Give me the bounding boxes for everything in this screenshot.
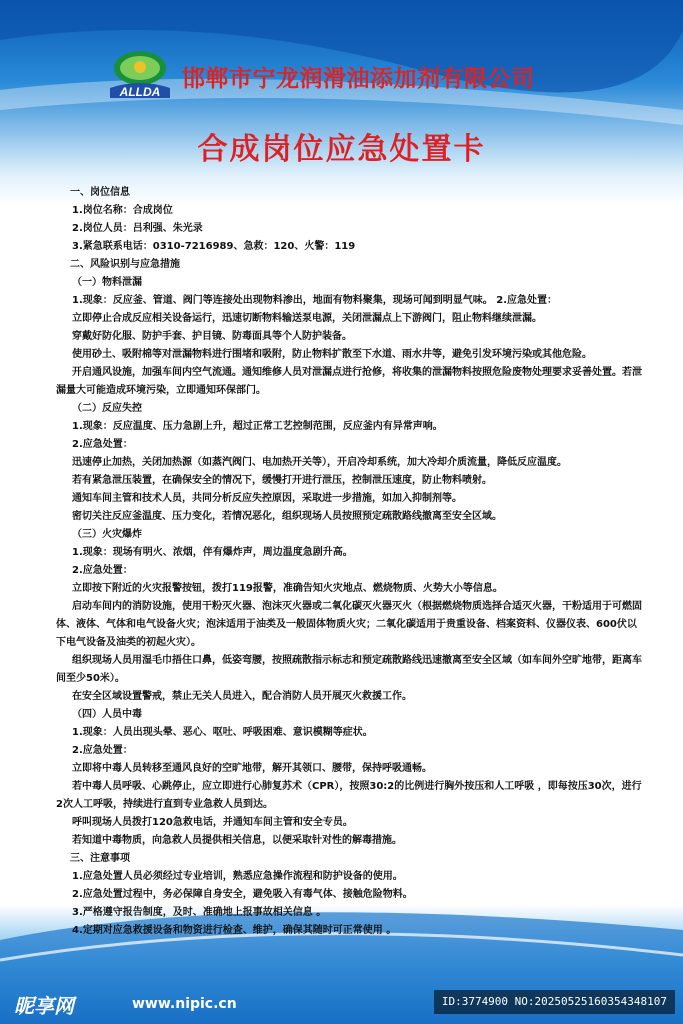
body-line: 4.定期对应急救援设备和物资进行检查、维护，确保其随时可正常使用 。 xyxy=(72,925,397,936)
body-line: 2.应急处置： xyxy=(72,565,133,576)
body-line: （三）火灾爆炸 xyxy=(72,529,142,540)
body-line: 呼叫现场人员拨打120急救电话，并通知车间主管和安全专员。 xyxy=(72,817,353,828)
body-line: （一）物料泄漏 xyxy=(72,277,142,288)
body-line: 2.岗位人员：吕利强、朱光录 xyxy=(72,223,203,234)
logo-text: ALLDA xyxy=(119,85,161,99)
watermark-logo: 昵享网 xyxy=(14,994,74,1018)
body-line: 若有紧急泄压装置，在确保安全的情况下，缓慢打开进行泄压，控制泄压速度，防止物料喷射。 xyxy=(72,475,492,486)
body-line: 3.严格遵守报告制度，及时、准确地上报事故相关信息 。 xyxy=(72,907,327,918)
body-line: 启动车间内的消防设施，使用干粉灭火器、泡沫灭火器或二氧化碳灭火器灭火（根据燃烧物质选择合适灭火器，干粉适用于可燃固体、液体、气体和电气设备火灾；泡沫适用于油类及一般固体物质火灾；二氧化碳适用于贵重设备、档案资料、仪器仪表、600伏以下电气设备及油类的初起火灾）。 xyxy=(56,601,642,648)
body-line: 立即停止合成反应相关设备运行，迅速切断物料输送泵电源，关闭泄漏点上下游阀门，阻止物料继续泄漏。 xyxy=(72,313,542,324)
body-line: 三、注意事项 xyxy=(70,853,130,864)
watermark-url: www.nipic.cn xyxy=(132,996,237,1012)
body-line: 2.应急处置： xyxy=(72,745,133,756)
body-line: 1.现象：人员出现头晕、恶心、呕吐、呼吸困难、意识模糊等症状。 xyxy=(72,727,373,738)
watermark-id: ID:3774900 NO:20250525160354348107 xyxy=(434,990,675,1014)
company-name: 邯郸市宁龙润滑油添加剂有限公司 xyxy=(182,66,535,92)
body-line: 若知道中毒物质，向急救人员提供相关信息，以便采取针对性的解毒措施。 xyxy=(72,835,402,846)
body-line: 立即将中毒人员转移至通风良好的空旷地带，解开其领口、腰带，保持呼吸通畅。 xyxy=(72,763,432,774)
document-body xyxy=(56,184,646,940)
body-line: 若中毒人员呼吸、心跳停止，应立即进行心肺复苏术（CPR），按照30:2的比例进行胸外按压和人工呼吸 ，即每按压30次，进行2次人工呼吸，持续进行直到专业急救人员到达。 xyxy=(56,781,642,810)
body-line: 1.现象：反应釜、管道、阀门等连接处出现物料渗出，地面有物料聚集，现场可闻到明显气味。 2.应急处置： xyxy=(72,295,557,306)
body-line: 3.紧急联系电话：0310-7216989、急救：120、火警：119 xyxy=(72,241,356,252)
body-line: 一、岗位信息 xyxy=(70,187,130,198)
body-line: 在安全区域设置警戒，禁止无关人员进入，配合消防人员开展灭火救援工作。 xyxy=(72,691,412,702)
body-line: 1.现象：反应温度、压力急剧上升，超过正常工艺控制范围，反应釜内有异常声响。 xyxy=(72,421,443,432)
body-line: 使用砂土、吸附棉等对泄漏物料进行围堵和吸附，防止物料扩散至下水道、雨水井等，避免引发环境污染或其他危险。 xyxy=(72,349,592,360)
body-line: 组织现场人员用湿毛巾捂住口鼻，低姿弯腰，按照疏散指示标志和预定疏散路线迅速撤离至安全区域（如车间外空旷地带，距离车间至少50米）。 xyxy=(56,655,642,684)
body-line: 穿戴好防化服、防护手套、护目镜、防毒面具等个人防护装备。 xyxy=(72,331,352,342)
page-title: 合成岗位应急处置卡 xyxy=(197,132,486,167)
body-line: 开启通风设施，加强车间内空气流通。通知维修人员对泄漏点进行抢修，将收集的泄漏物料按照危险废物处理要求妥善处置。若泄漏量大可能造成环境污染，立即通知环保部门。 xyxy=(56,367,642,396)
body-line: 1.应急处置人员必须经过专业培训，熟悉应急操作流程和防护设备的使用。 xyxy=(72,871,403,882)
body-line: 密切关注反应釜温度、压力变化，若情况恶化，组织现场人员按照预定疏散路线撤离至安全区域。 xyxy=(72,511,502,522)
body-line: 1.岗位名称：合成岗位 xyxy=(72,205,173,216)
company-logo xyxy=(104,48,176,100)
body-line: 通知车间主管和技术人员，共同分析反应失控原因，采取进一步措施，如加入抑制剂等。 xyxy=(72,493,462,504)
body-line: 2.应急处置： xyxy=(72,439,133,450)
body-line: （四）人员中毒 xyxy=(72,709,142,720)
body-line: 二、风险识别与应急措施 xyxy=(70,259,180,270)
body-line: 立即按下附近的火灾报警按钮，拨打119报警，准确告知火灾地点、燃烧物质、火势大小等信息。 xyxy=(72,583,503,594)
body-line: （二）反应失控 xyxy=(72,403,142,414)
body-line: 2.应急处置过程中，务必保障自身安全，避免吸入有毒气体、接触危险物料。 xyxy=(72,889,413,900)
body-line: 1.现象：现场有明火、浓烟，伴有爆炸声，周边温度急剧升高。 xyxy=(72,547,353,558)
body-line: 迅速停止加热，关闭加热源（如蒸汽阀门、电加热开关等），开启冷却系统，加大冷却介质流量，降低反应温度。 xyxy=(72,457,567,468)
